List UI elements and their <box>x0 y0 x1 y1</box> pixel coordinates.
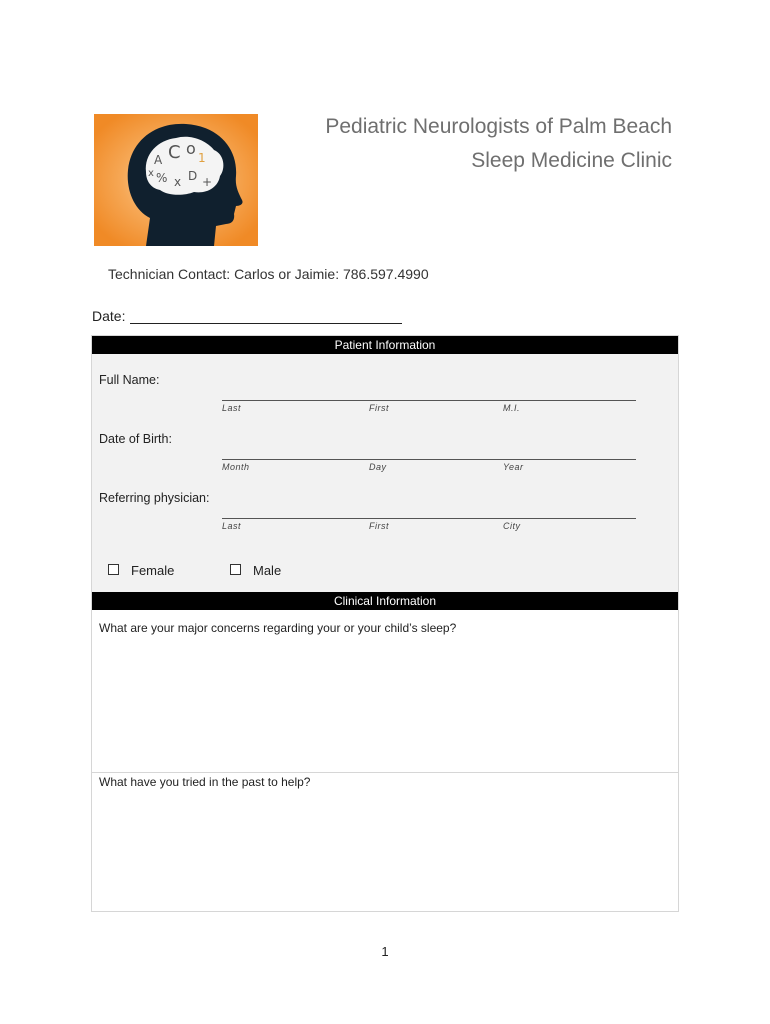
referring-physician-field[interactable] <box>222 518 636 519</box>
concerns-question: What are your major concerns regarding your or your child’s sleep? <box>99 621 457 635</box>
male-option[interactable] <box>230 563 281 578</box>
svg-text:D: D <box>188 169 198 183</box>
svg-text:1: 1 <box>198 151 206 165</box>
dob-sub-year: Year <box>503 462 524 472</box>
page-number: 1 <box>381 944 389 959</box>
clinical-information-header: Clinical Information <box>92 592 678 610</box>
male-checkbox[interactable] <box>230 564 241 575</box>
child-head-brain-letters-logo-icon <box>94 114 258 246</box>
dob-field[interactable] <box>222 459 636 460</box>
referring-sub-first: First <box>369 521 389 531</box>
past-attempts-answer-box[interactable] <box>92 773 678 911</box>
past-attempts-question: What have you tried in the past to help? <box>99 775 311 789</box>
date-row <box>92 308 402 324</box>
female-option[interactable] <box>108 563 174 578</box>
clinic-logo <box>94 114 258 246</box>
full-name-sub-first: First <box>369 403 389 413</box>
male-label: Male <box>253 563 282 578</box>
referring-sub-last: Last <box>222 521 242 531</box>
clinic-name: Pediatric Neurologists of Palm Beach <box>325 115 672 138</box>
female-label: Female <box>131 563 175 578</box>
svg-text:A: A <box>154 153 163 167</box>
referring-physician-label: Referring physician: <box>99 491 210 505</box>
dob-sub-month: Month <box>222 462 250 472</box>
svg-text:x: x <box>174 175 182 189</box>
full-name-field[interactable] <box>222 400 636 401</box>
full-name-label: Full Name: <box>99 373 160 387</box>
dob-sub-day: Day <box>369 462 387 472</box>
svg-text:x: x <box>148 168 154 179</box>
full-name-sub-mi: M.I. <box>503 403 520 413</box>
patient-information-panel <box>92 354 678 592</box>
full-name-sub-last: Last <box>222 403 242 413</box>
date-field[interactable] <box>130 309 402 324</box>
referring-sub-city: City <box>503 521 521 531</box>
intake-form <box>91 335 679 912</box>
patient-information-header: Patient Information <box>92 336 678 354</box>
technician-contact: Technician Contact: Carlos or Jaimie: 786.597.4990 <box>108 266 429 282</box>
clinic-header <box>325 110 672 178</box>
date-label: Date: <box>92 308 126 324</box>
dob-label: Date of Birth: <box>99 432 172 446</box>
svg-text:o: o <box>186 139 196 158</box>
svg-text:+: + <box>202 175 213 189</box>
clinic-subtitle: Sleep Medicine Clinic <box>471 149 672 172</box>
female-checkbox[interactable] <box>108 564 119 575</box>
svg-text:%: % <box>156 171 168 185</box>
svg-text:C: C <box>168 142 181 163</box>
